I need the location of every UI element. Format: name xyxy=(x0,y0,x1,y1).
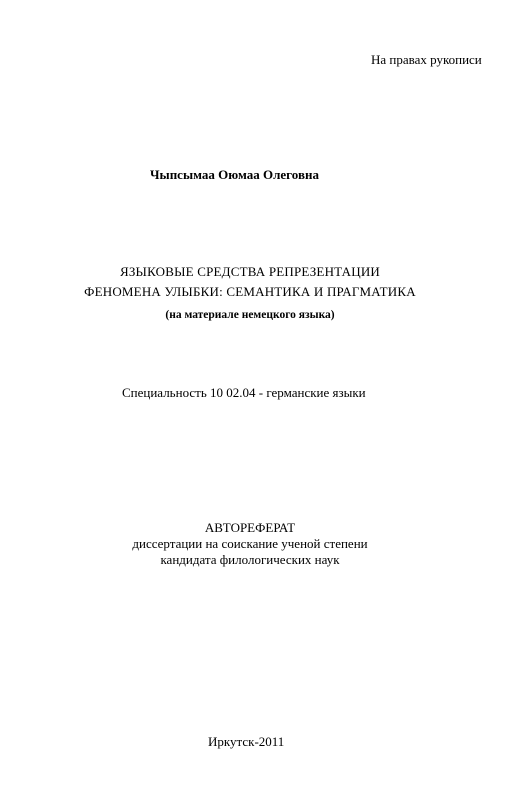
title-subtitle: (на материале немецкого языка) xyxy=(165,309,335,321)
specialty-line: Специальность 10 02.04 - германские языки xyxy=(122,385,366,400)
abstract-block xyxy=(0,520,500,568)
title-line-2: ФЕНОМЕНА УЛЫБКИ: СЕМАНТИКА И ПРАГМАТИКА xyxy=(84,284,416,299)
author-name: Чыпсымаа Оюмаа Олеговна xyxy=(150,167,319,182)
dissertation-title-block xyxy=(0,262,500,324)
abstract-heading: АВТОРЕФЕРАТ xyxy=(204,520,296,535)
abstract-line-2: кандидата филологических наук xyxy=(160,552,340,567)
manuscript-rights-note: На правах рукописи xyxy=(371,52,482,67)
place-and-year: Иркутск-2011 xyxy=(208,734,285,749)
abstract-line-1: диссертации на соискание ученой степени xyxy=(132,536,368,551)
title-line-1: ЯЗЫКОВЫЕ СРЕДСТВА РЕПРЕЗЕНТАЦИИ xyxy=(119,264,381,279)
